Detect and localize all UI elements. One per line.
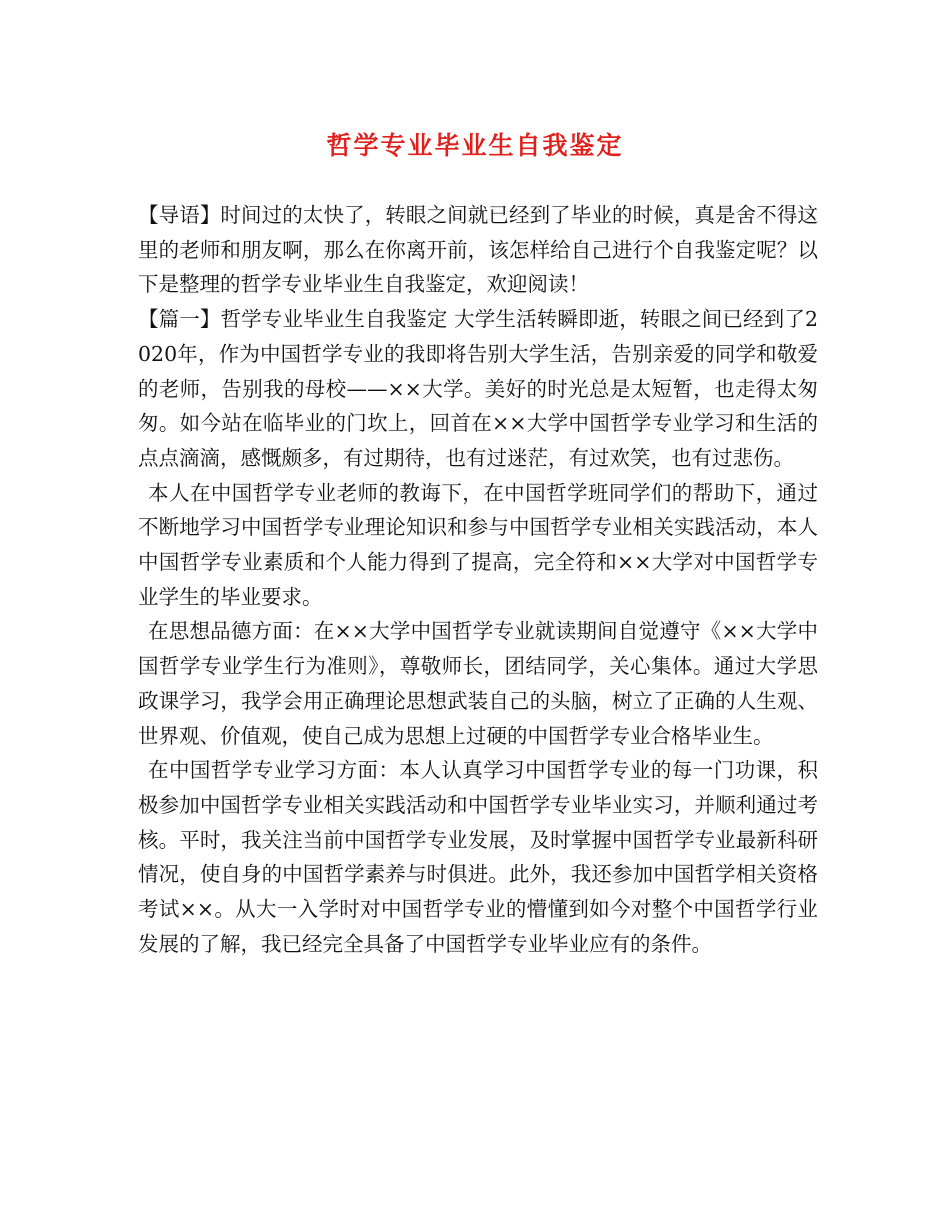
paragraph-academic-study: 在中国哲学专业学习方面：本人认真学习中国哲学专业的每一门功课，积极参加中国哲学专业相关实践活动和中国哲学专业毕业实习，并顺利通过考核。平时，我关注当前中国哲学专业发展，及时掌握中国哲学专业最新科研情况，使自身的中国哲学素养与时俱进。此外，我还参加中国哲学相关资格考试××。从大一入学时对中国哲学专业的懵懂到如今对整个中国哲学行业发展的了解，我已经完全具备了中国哲学专业毕业应有的条件。 [138, 758, 818, 956]
document-title: 哲学专业毕业生自我鉴定 [326, 131, 624, 160]
document-body [138, 198, 818, 961]
paragraph-intro: 【导语】时间过的太快了，转眼之间就已经到了毕业的时候，真是舍不得这里的老师和朋友啊，那么在你离开前，该怎样给自己进行个自我鉴定呢？以下是整理的哲学专业毕业生自我鉴定，欢迎阅读！ [138, 203, 818, 297]
paragraph-moral-character: 在思想品德方面：在××大学中国哲学专业就读期间自觉遵守《××大学中国哲学专业学生行为准则》，尊敬师长，团结同学，关心集体。通过大学思政课学习，我学会用正确理论思想武装自己的头脑，树立了正确的人生观、世界观、价值观，使自己成为思想上过硬的中国哲学专业合格毕业生。 [138, 619, 818, 748]
paragraph-part-one: 【篇一】哲学专业毕业生自我鉴定 大学生活转瞬即逝，转眼之间已经到了2020年，作为中国哲学专业的我即将告别大学生活，告别亲爱的同学和敬爱的老师，告别我的母校——××大学。美好的时光总是太短暂，也走得太匆匆。如今站在临毕业的门坎上，回首在××大学中国哲学专业学习和生活的点点滴滴，感慨颇多，有过期待，也有过迷茫，有过欢笑，也有过悲伤。 [138, 307, 818, 470]
paragraph-study-growth: 本人在中国哲学专业老师的教诲下，在中国哲学班同学们的帮助下，通过不断地学习中国哲学专业理论知识和参与中国哲学专业相关实践活动，本人中国哲学专业素质和个人能力得到了提高，完全符和××大学对中国哲学专业学生的毕业要求。 [138, 480, 818, 609]
